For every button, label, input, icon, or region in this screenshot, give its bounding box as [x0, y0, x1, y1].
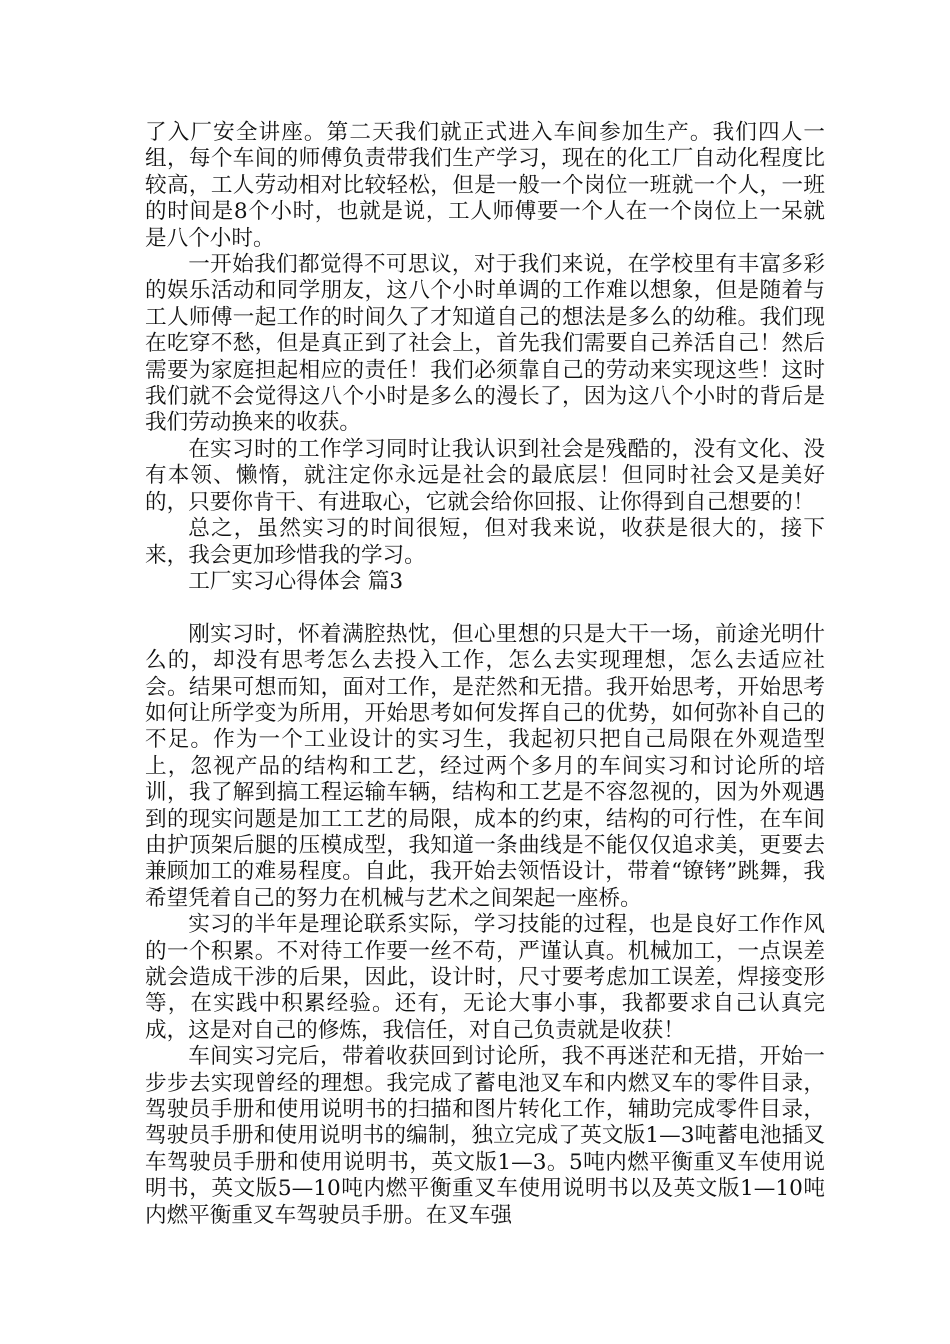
paragraph: 总之，虽然实习的时间很短，但对我来说，收获是很大的，接下来，我会更加珍惜我的学习。 — [145, 516, 825, 568]
blank-line — [145, 595, 825, 621]
paragraph: 在实习时的工作学习同时让我认识到社会是残酷的，没有文化、没有本领、懒惰，就注定你永远是社会的最底层！但同时社会又是美好的，只要你肯干、有进取心，它就会给你回报、让你得到自己想要的！ — [145, 436, 825, 515]
paragraph: 实习的半年是理论联系实际，学习技能的过程，也是良好工作作风的一个积累。不对待工作要一丝不苟，严谨认真。机械加工，一点误差就会造成干涉的后果，因此，设计时，尺寸要考虑加工误差，焊接变形等，在实践中积累经验。还有，无论大事小事，我都要求自己认真完成，这是对自己的修炼，我信任，对自己负责就是收获！ — [145, 912, 825, 1043]
section-heading: 工厂实习心得体会 篇3 — [188, 568, 404, 594]
paragraph: 车间实习完后，带着收获回到讨论所，我不再迷茫和无措，开始一步步去实现曾经的理想。我完成了蓄电池叉车和内燃叉车的零件目录，驾驶员手册和使用说明书的扫描和图片转化工作，辅助完成零件目录，驾驶员手册和使用说明书的编制，独立完成了英文版1—3吨蓄电池插叉车驾驶员手册和使用说明书，英文版1—3。5吨内燃平衡重叉车使用说明书，英文版5—10吨内燃平衡重叉车使用说明书以及英文版1—10吨内燃平衡重叉车驾驶员手册。在叉车强 — [145, 1044, 825, 1228]
paragraph-continued: 了入厂安全讲座。第二天我们就正式进入车间参加生产。我们四人一组，每个车间的师傅负责带我们生产学习，现在的化工厂自动化程度比较高，工人劳动相对比较轻松，但是一般一个岗位一班就一个人，一班的时间是8个小时，也就是说，工人师傅要一个人在一个岗位上一呆就是八个小时。 — [145, 120, 825, 251]
paragraph: 刚实习时，怀着满腔热忱，但心里想的只是大干一场，前途光明什么的，却没有思考怎么去投入工作，怎么去实现理想，怎么去适应社会。结果可想而知，面对工作，是茫然和无措。我开始思考，开始思考如何让所学变为所用，开始思考如何发挥自己的优势，如何弥补自己的不足。作为一个工业设计的实习生，我起初只把自己局限在外观造型上，忽视产品的结构和工艺，经过两个多月的车间实习和讨论所的培训，我了解到搞工程运输车辆，结构和工艺是不容忽视的，因为外观遇到的现实问题是加工工艺的局限，成本的约束，结构的可行性，在车间由护顶架后腿的压模成型，我知道一条曲线是不能仅仅追求美，更要去兼顾加工的难易程度。自此，我开始去领悟设计，带着“镣铐”跳舞，我希望凭着自己的努力在机械与艺术之间架起一座桥。 — [145, 621, 825, 911]
document-page — [145, 120, 825, 1229]
paragraph: 一开始我们都觉得不可思议，对于我们来说，在学校里有丰富多彩的娱乐活动和同学朋友，这八个小时单调的工作难以想象，但是随着与工人师傅一起工作的时间久了才知道自己的想法是多么的幼稚。我们现在吃穿不愁，但是真正到了社会上，首先我们需要自己养活自己！然后需要为家庭担起相应的责任！我们必须靠自己的劳动来实现这些！这时我们就不会觉得这八个小时是多么的漫长了，因为这八个小时的背后是我们劳动换来的收获。 — [145, 252, 825, 436]
